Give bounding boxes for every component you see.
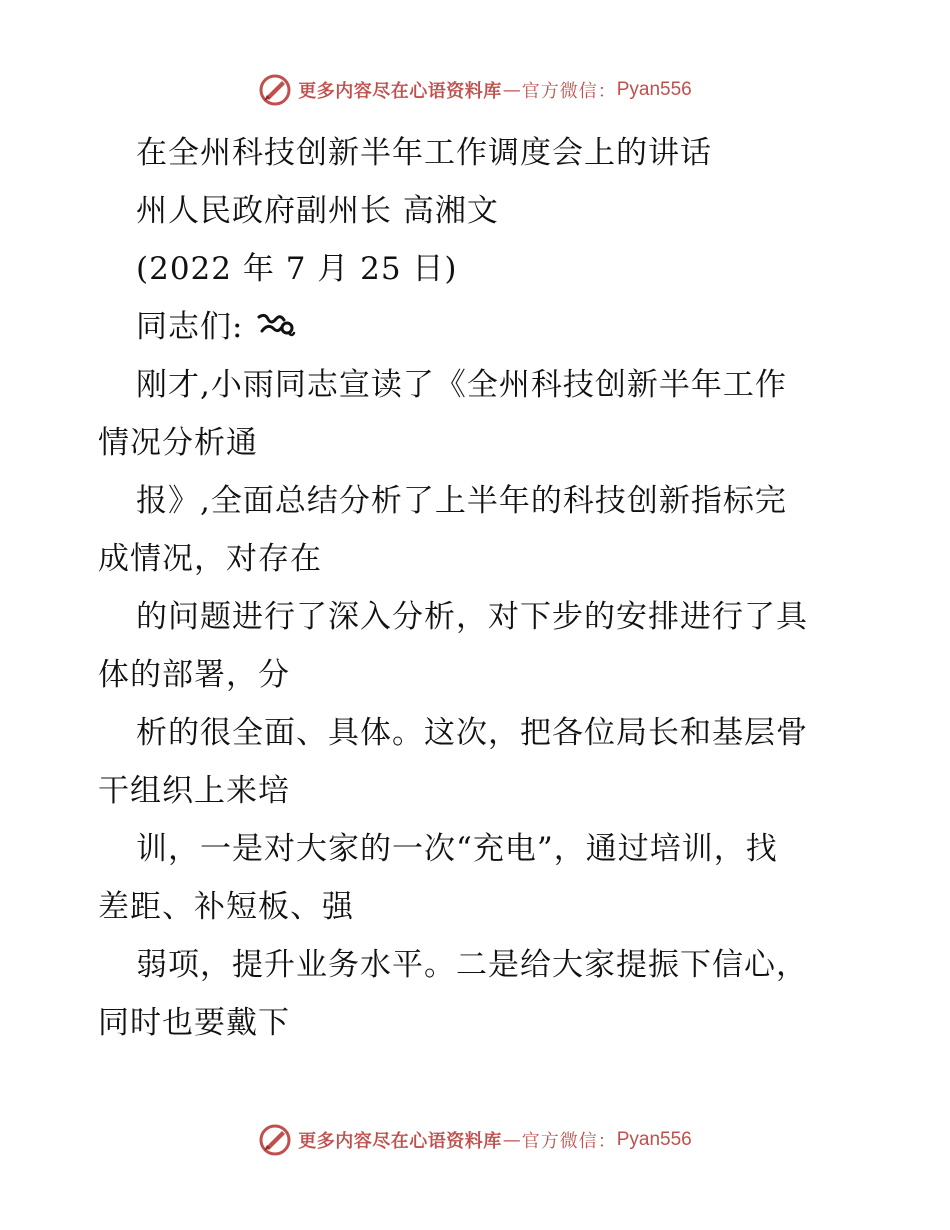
body-line: 干组织上来培	[98, 773, 290, 809]
banner-separator: —	[502, 79, 521, 101]
brand-logo-icon	[258, 73, 292, 107]
brand-text: 更多内容尽在心语资料库	[298, 1131, 502, 1152]
salutation-text: 同志们:	[136, 309, 244, 345]
brand-text: 更多内容尽在心语资料库	[298, 81, 502, 102]
body-line: 报》,全面总结分析了上半年的科技创新指标完	[136, 483, 787, 519]
body-line: 同时也要戴下	[98, 1005, 290, 1041]
footer-watermark-banner	[0, 1118, 950, 1162]
wechat-label: 官方微信：	[521, 1131, 617, 1152]
wechat-id: Pyan556	[616, 79, 692, 100]
salutation-line	[98, 298, 898, 356]
date-line: (2022 年 7 月 25 日)	[136, 251, 458, 287]
body-line: 的问题进行了深入分析，对下步的安排进行了具	[136, 599, 808, 635]
body-line: 刚才,小雨同志宣读了《全州科技创新半年工作	[136, 367, 787, 403]
brand-logo-icon	[258, 1123, 292, 1157]
document-content	[98, 124, 898, 1052]
ornament-icon	[256, 311, 296, 339]
speaker-line: 州人民政府副州长 高湘文	[136, 193, 499, 229]
body-line: 析的很全面、具体。这次，把各位局长和基层骨	[136, 715, 808, 751]
body-line: 成情况，对存在	[98, 541, 322, 577]
header-watermark-banner	[0, 68, 950, 112]
document-title: 在全州科技创新半年工作调度会上的讲话	[136, 135, 712, 171]
wechat-label: 官方微信：	[521, 81, 617, 102]
wechat-id: Pyan556	[616, 1129, 692, 1150]
body-line: 弱项，提升业务水平。二是给大家提振下信心，	[136, 947, 808, 983]
body-line: 体的部署，分	[98, 657, 290, 693]
body-line: 情况分析通	[98, 425, 258, 461]
body-line: 训，一是对大家的一次“充电”，通过培训，找	[136, 831, 778, 867]
body-line: 差距、补短板、强	[98, 889, 354, 925]
banner-separator: —	[502, 1129, 521, 1151]
